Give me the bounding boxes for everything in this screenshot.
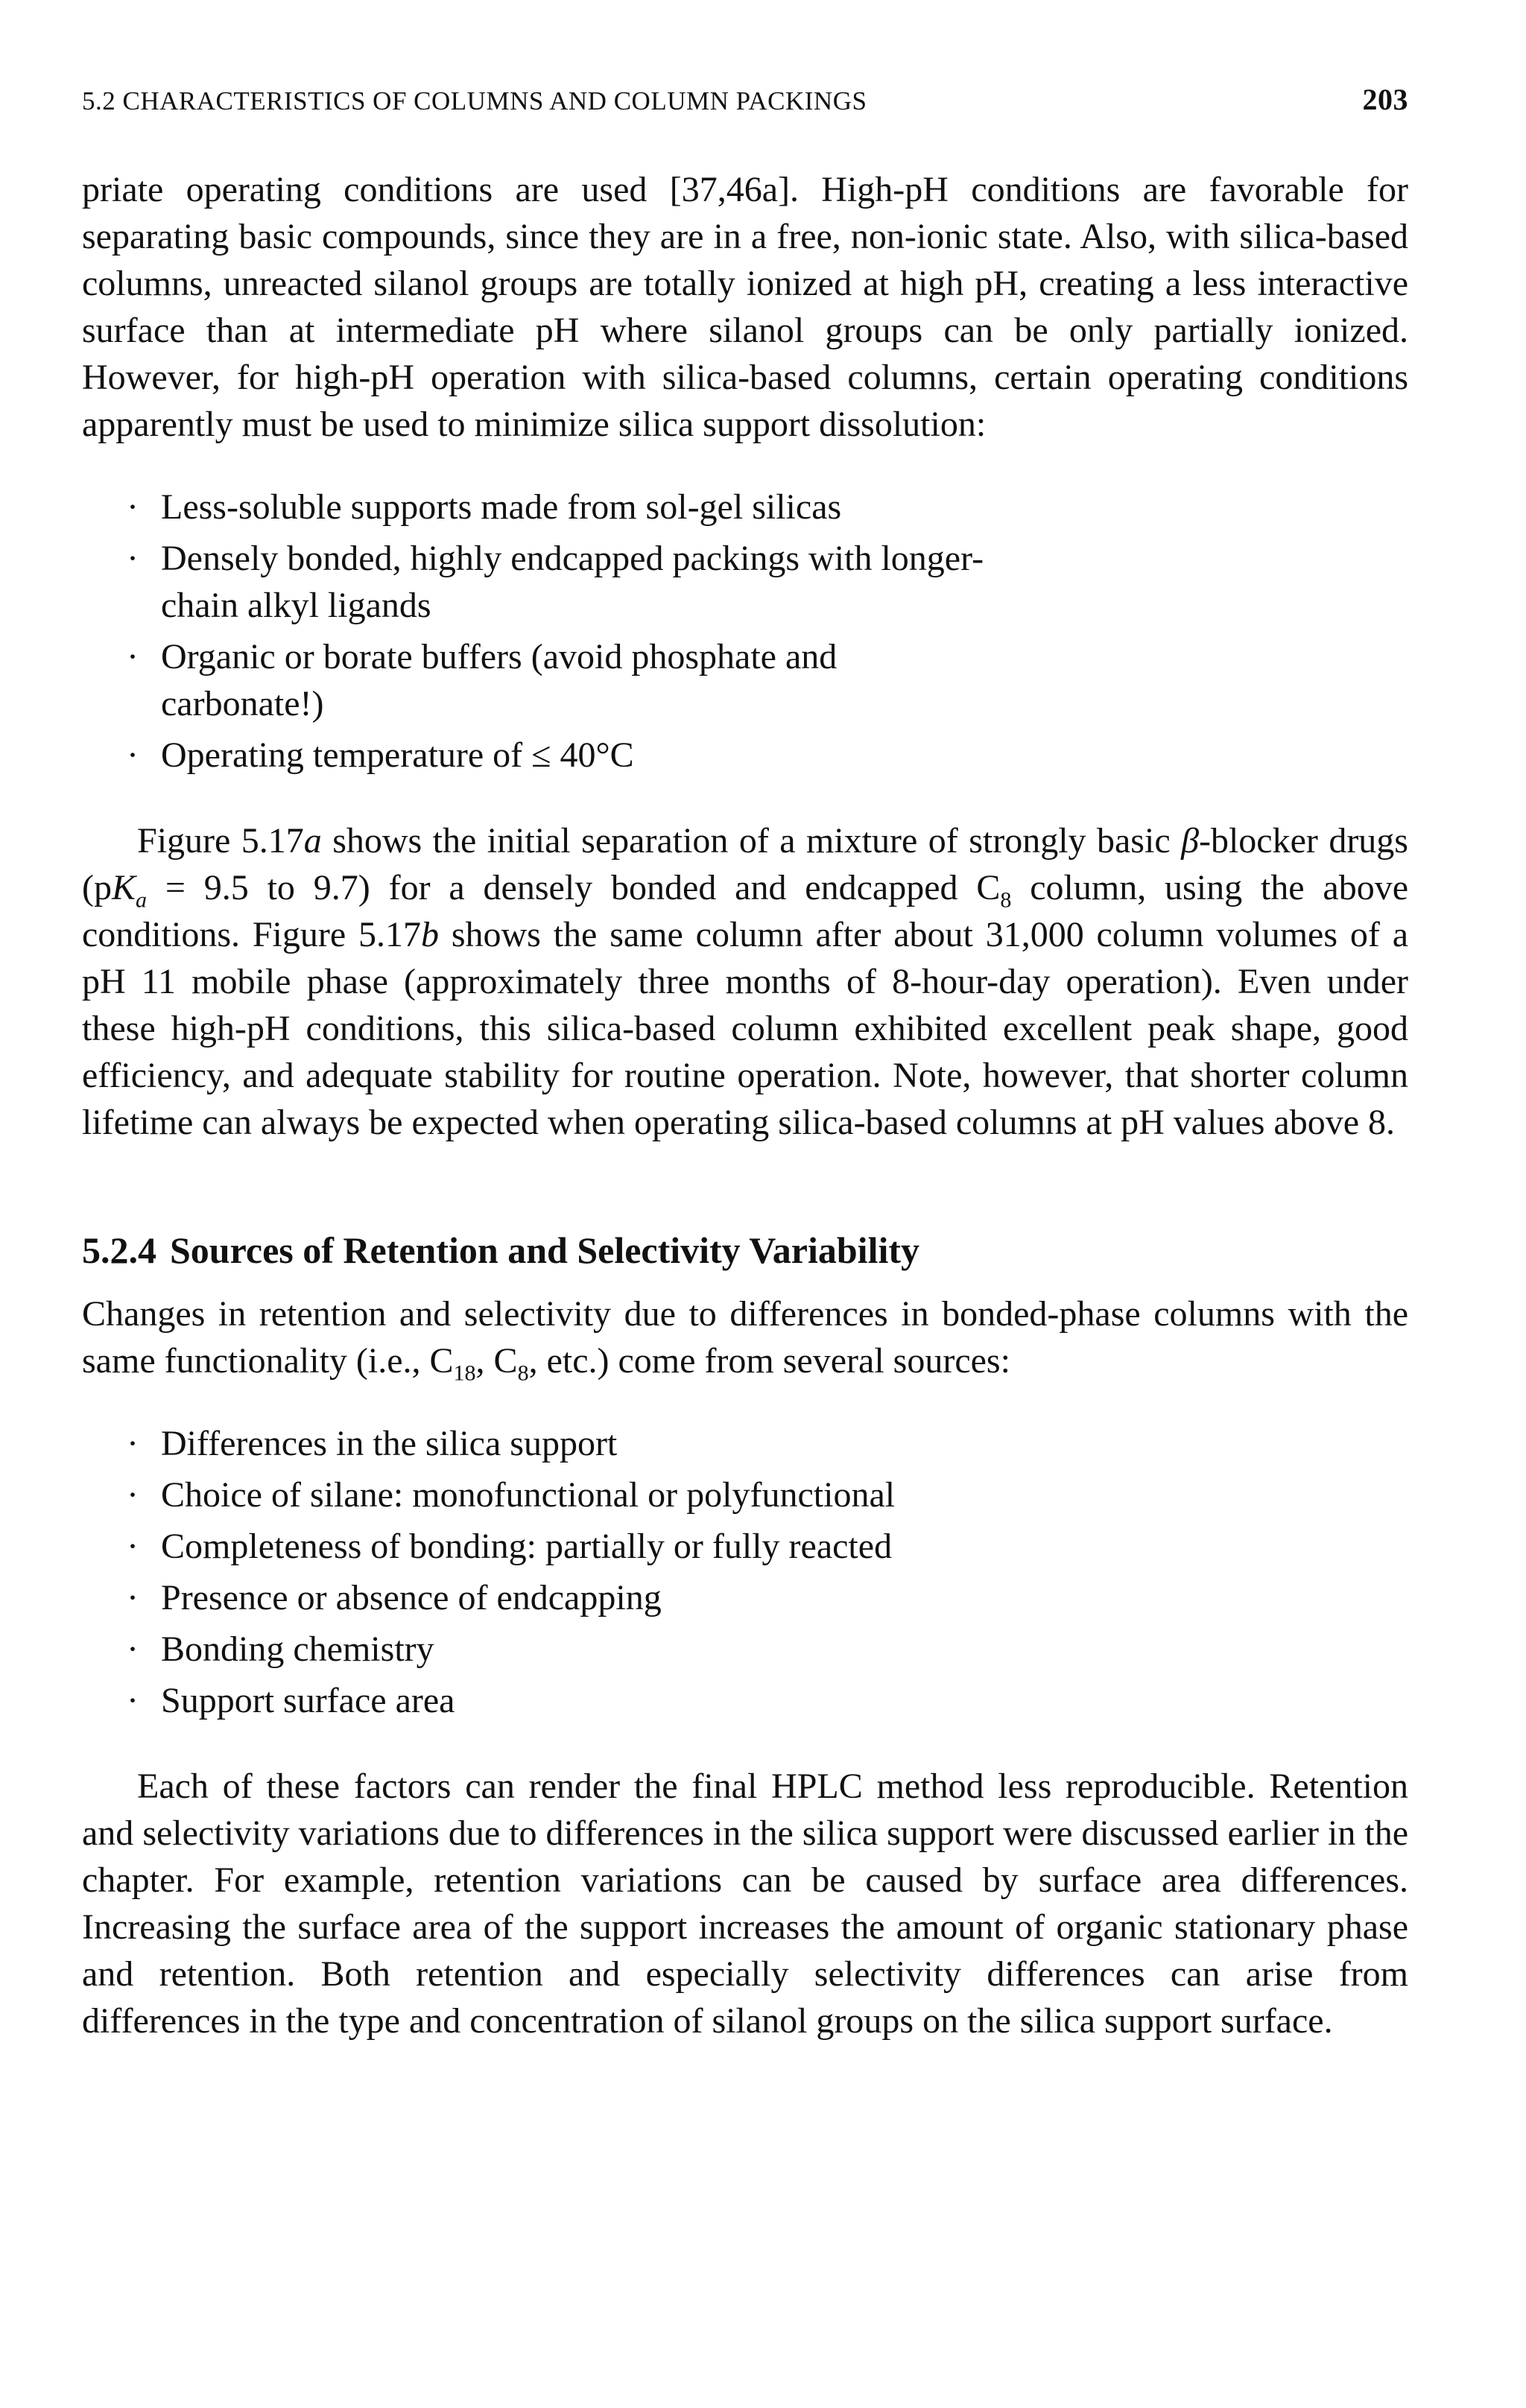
- paragraph-high-ph: priate operating conditions are used [37,46a]. High-pH conditions are favorable for separating basic compounds, since they are in a free, non-ionic state. Also, with silica-based columns, unreacted silanol groups are totally ionized at high pH, creating a less interactive surface than at intermediate pH where silanol groups can be only partially ionized. However, for high-pH operation with silica-based columns, certain operating conditions apparently must be used to minimize silica support dissolution:: [82, 170, 1408, 444]
- bullet-marker: ·: [127, 539, 139, 578]
- text-run: Figure 5.17: [137, 821, 304, 861]
- list-item: [127, 1523, 1408, 1570]
- bullet-marker: ·: [127, 1424, 139, 1463]
- subscript: 8: [1000, 887, 1012, 913]
- list-item-text: Bonding chemistry: [161, 1629, 434, 1669]
- text-run: , etc.) come from several sources:: [528, 1341, 1010, 1381]
- text-run: b: [421, 915, 439, 954]
- bullet-marker: ·: [127, 1475, 139, 1515]
- running-head: [82, 82, 1408, 117]
- text-run: Changes in retention and selectivity due to differences in bonded-phase columns with the same functionality (i.e., C: [82, 1294, 1408, 1381]
- list-item-text: Completeness of bonding: partially or fully reacted: [161, 1527, 893, 1566]
- bullet-marker: ·: [127, 735, 139, 775]
- text-run: -blocker drugs (p: [82, 821, 1408, 907]
- text-run: = 9.5 to 9.7) for a densely bonded and endcapped C: [147, 868, 1001, 907]
- paragraph-changes: [82, 1290, 1408, 1384]
- list-item-text: Choice of silane: monofunctional or polyfunctional: [161, 1475, 896, 1515]
- list-item: [127, 1471, 1408, 1518]
- list-item: [127, 535, 1408, 629]
- list-item-text: Densely bonded, highly endcapped packings with longer-chain alkyl ligands: [161, 539, 984, 625]
- list-item: [127, 732, 1408, 779]
- list-item-text: Support surface area: [161, 1681, 455, 1720]
- bullet-marker: ·: [127, 1527, 139, 1566]
- list-item: [127, 1420, 1408, 1467]
- bullet-marker: ·: [127, 487, 139, 527]
- bullet-marker: ·: [127, 1629, 139, 1669]
- bullet-marker: ·: [127, 1578, 139, 1618]
- list-item: [127, 1677, 1408, 1724]
- subscript: 8: [517, 1360, 529, 1386]
- paragraph-figure-5-17: [82, 817, 1408, 1146]
- list-item-text: Organic or borate buffers (avoid phosphate and carbonate!): [161, 637, 838, 723]
- text-run: , C: [475, 1341, 518, 1381]
- text-run: shows the initial separation of a mixture of strongly basic: [321, 821, 1182, 861]
- list-item-text: Operating temperature of ≤ 40°C: [161, 735, 634, 775]
- list-item-text: Less-soluble supports made from sol-gel silicas: [161, 487, 842, 527]
- list-item-text: Presence or absence of endcapping: [161, 1578, 662, 1618]
- paragraph-reproducibility: Each of these factors can render the final HPLC method less reproducible. Retention and selectivity variations due to differences in the silica support were discussed earlier in the chapter. For example, retention variations can be caused by surface area differences. Increasing the surface area of the support increases the amount of organic stationary phase and retention. Both retention and especially selectivity differences can arise from differences in the type and concentration of silanol groups on the silica support surface.: [82, 1767, 1408, 2041]
- list-item-text: Differences in the silica support: [161, 1424, 618, 1463]
- bullet-marker: ·: [127, 1681, 139, 1720]
- variability-sources-list: [82, 1420, 1408, 1724]
- subscript: 18: [453, 1360, 476, 1386]
- high-ph-conditions-list: [82, 484, 1408, 779]
- book-page: [82, 82, 1408, 2044]
- list-item: [127, 1574, 1408, 1621]
- page-number: 203: [1362, 83, 1408, 116]
- text-run: K: [111, 868, 136, 907]
- section-title: Sources of Retention and Selectivity Variability: [170, 1229, 920, 1271]
- text-run: shows the same column after about 31,000 column volumes of a pH 11 mobile phase (approximately three months of 8-hour-day operation). Even under these high-pH conditions, this silica-based column exhibited excellent peak shape, good efficiency, and adequate stability for routine operation. Note, however, that shorter column lifetime can always be expected when operating silica-based columns at pH values above 8.: [82, 915, 1408, 1142]
- running-head-title: 5.2 CHARACTERISTICS OF COLUMNS AND COLUMN PACKINGS: [82, 86, 867, 115]
- list-item: [127, 484, 1408, 530]
- text-run: column, using the above conditions. Figure 5.17: [82, 868, 1408, 954]
- text-run: a: [303, 821, 322, 861]
- list-item: [127, 1626, 1408, 1673]
- list-item: [127, 633, 1408, 727]
- section-number: 5.2.4: [82, 1229, 156, 1271]
- bullet-marker: ·: [127, 637, 139, 677]
- subscript: a: [136, 887, 147, 913]
- section-heading: [82, 1226, 1408, 1274]
- text-run: β: [1181, 821, 1199, 861]
